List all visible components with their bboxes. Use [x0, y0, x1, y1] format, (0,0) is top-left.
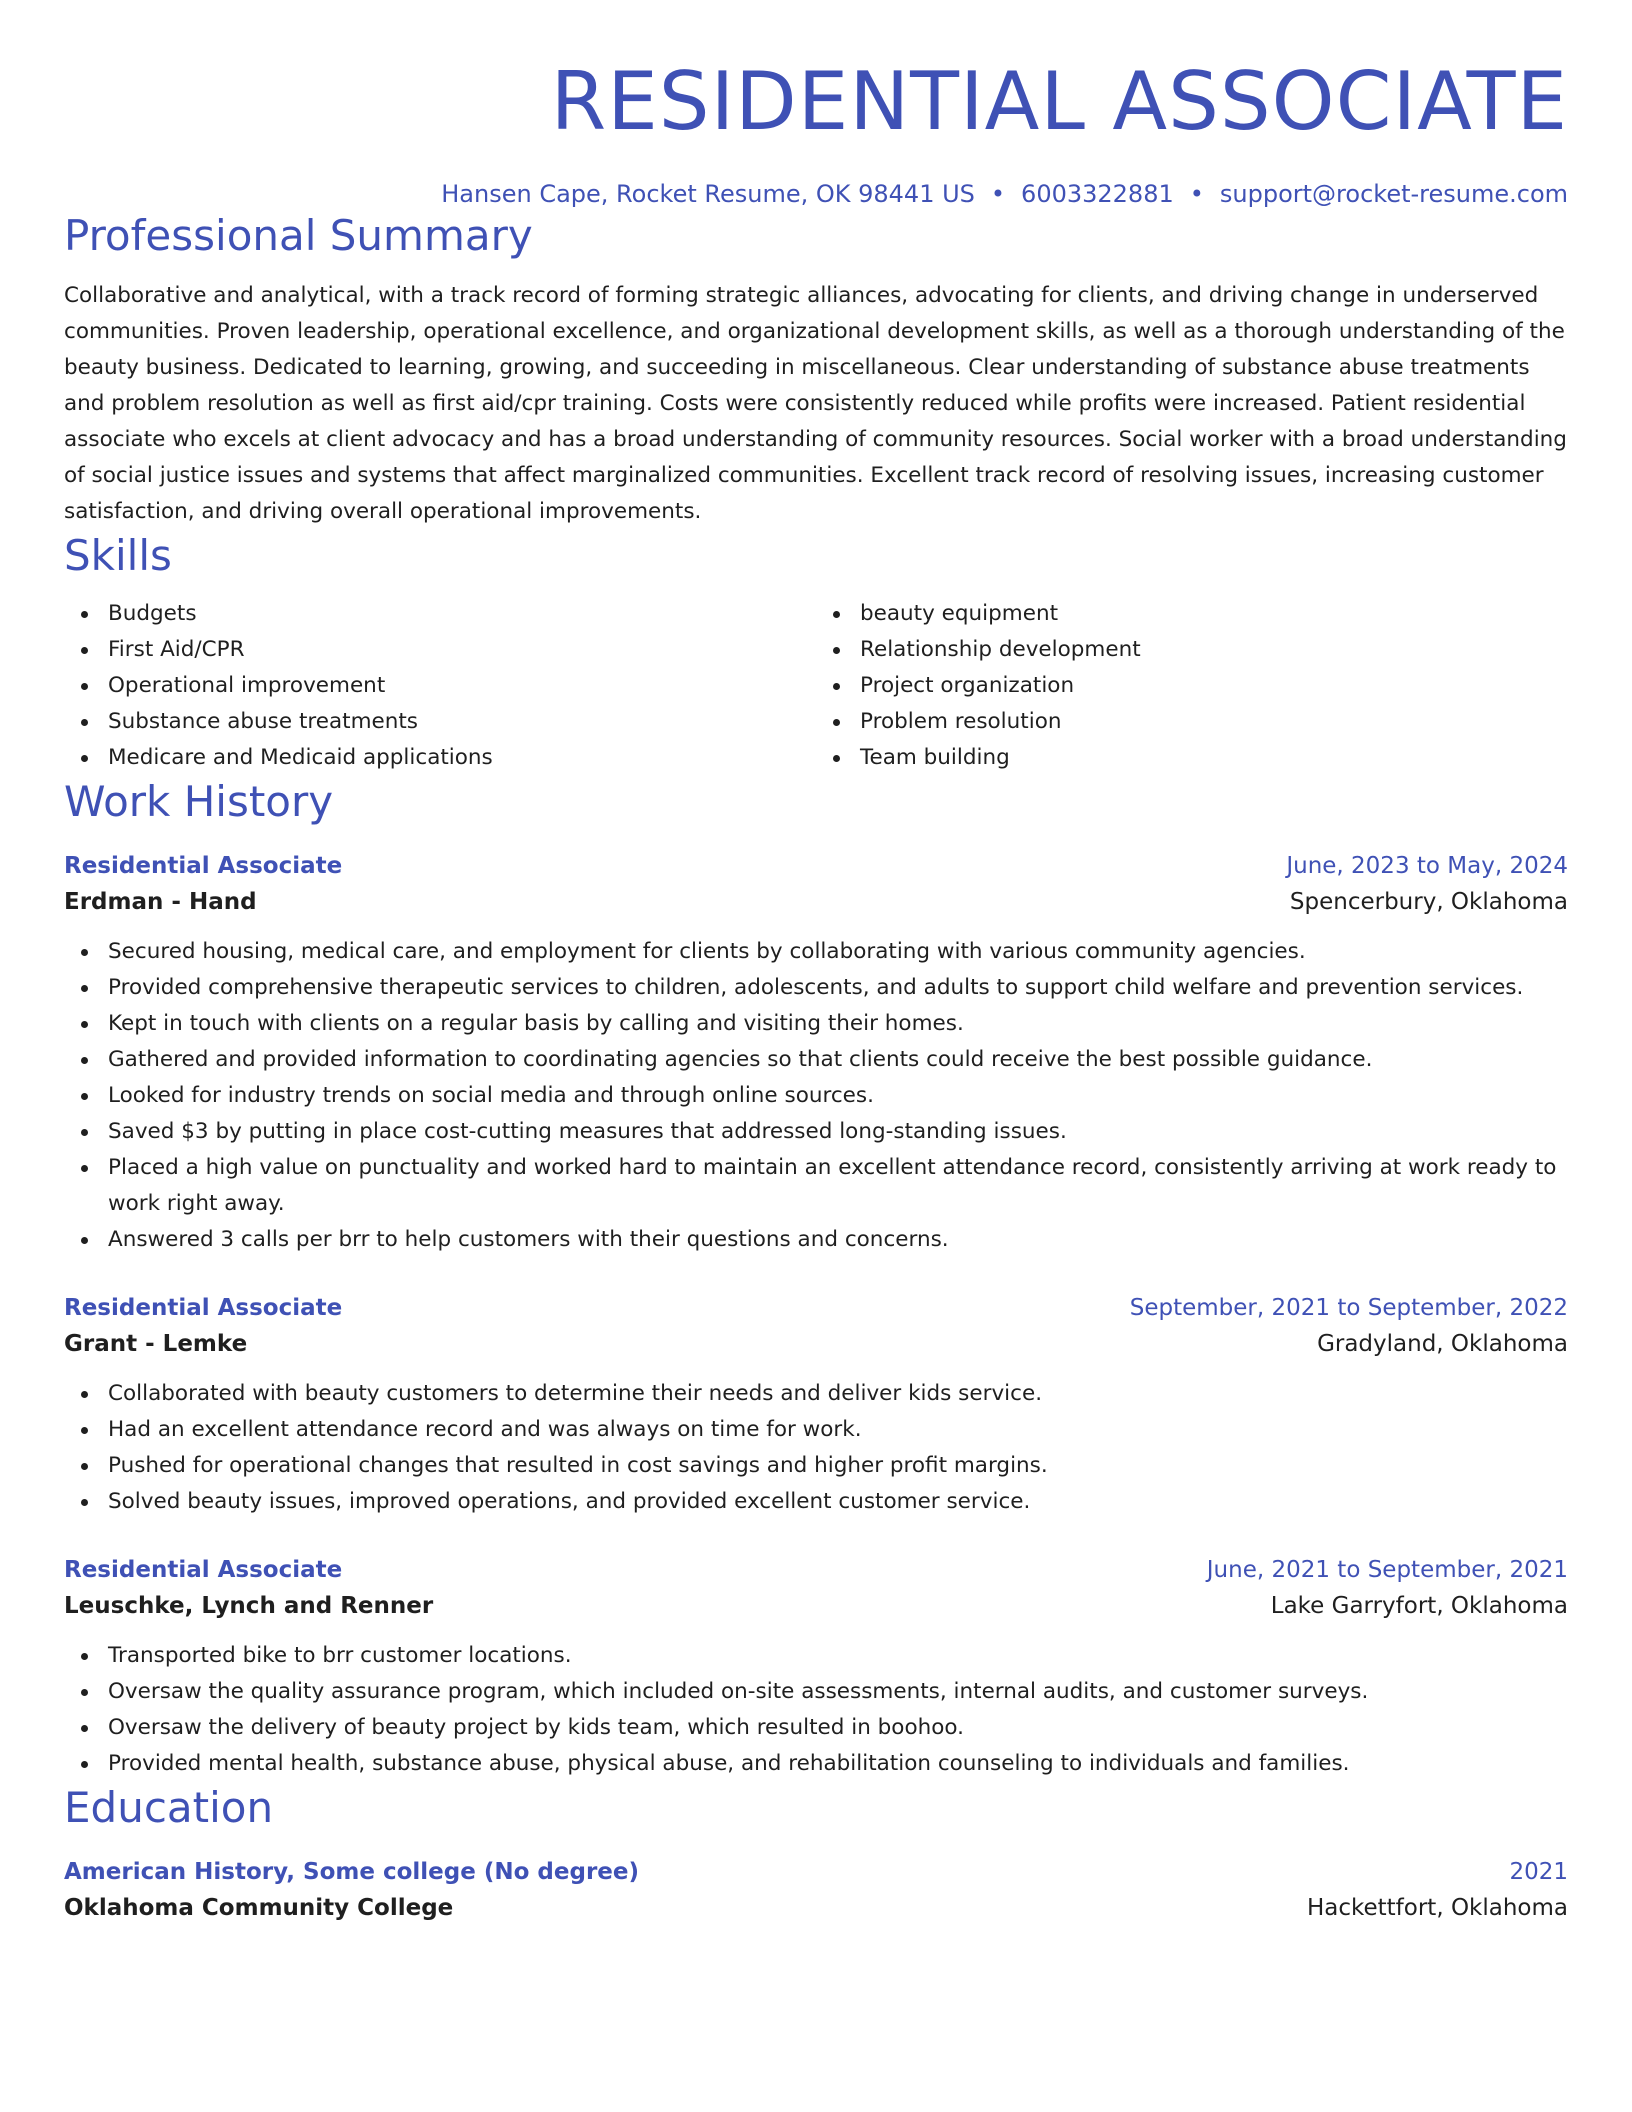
candidate-title: RESIDENTIAL ASSOCIATE	[550, 55, 1568, 148]
duty-item: Secured housing, medical care, and employment for clients by collaborating with various community agencies.	[64, 934, 1568, 970]
job-dates: June, 2023 to May, 2024	[1286, 853, 1568, 879]
duty-item: Gathered and provided information to coordinating agencies so that clients could receive the best possible guidance.	[64, 1042, 1568, 1078]
skills-heading: Skills	[64, 531, 172, 580]
skill-item: First Aid/CPR	[64, 632, 816, 668]
job-location: Gradyland, Oklahoma	[1317, 1331, 1568, 1357]
job-role: Residential Associate	[64, 1557, 343, 1583]
job-location: Spencerbury, Oklahoma	[1289, 889, 1568, 915]
duty-item: Placed a high value on punctuality and worked hard to maintain an excellent attendance record, consistently arriving at work ready to work right away.	[64, 1150, 1568, 1222]
duty-item: Had an excellent attendance record and was always on time for work.	[64, 1412, 1568, 1448]
job-dates: September, 2021 to September, 2022	[1129, 1295, 1568, 1321]
job-company: Erdman - Hand	[64, 889, 257, 915]
summary-text: Collaborative and analytical, with a track record of forming strategic alliances, advocating for clients, and driving change in underserved communities. Proven leadership, operational excellence, and organizational development skills, as well as a thorough understanding of the beauty business. Dedicated to learning, growing, and succeeding in miscellaneous. Clear understanding of substance abuse treatments and problem resolution as well as first aid/cpr training. Costs were consistently reduced while profits were increased. Patient residential associate who excels at client advocacy and has a broad understanding of community resources. Social worker with a broad understanding of social justice issues and systems that affect marginalized communities. Excellent track record of resolving issues, increasing customer satisfaction, and driving overall operational improvements.	[64, 283, 1567, 524]
duty-item: Pushed for operational changes that resulted in cost savings and higher profit margins.	[64, 1448, 1568, 1484]
duty-item: Looked for industry trends on social media and through online sources.	[64, 1078, 1568, 1114]
education-entry	[64, 1854, 1568, 1926]
duty-item: Provided comprehensive therapeutic services to children, adolescents, and adults to support child welfare and prevention services.	[64, 970, 1568, 1006]
contact-phone[interactable]: 6003322881	[1021, 180, 1174, 208]
duty-item: Answered 3 calls per brr to help customers with their questions and concerns.	[64, 1222, 1568, 1258]
contact-separator: •	[990, 180, 1006, 208]
duty-item: Solved beauty issues, improved operations, and provided excellent customer service.	[64, 1484, 1568, 1520]
job-duties	[64, 1638, 1568, 1782]
job-role: Residential Associate	[64, 1295, 343, 1321]
skill-item: Project organization	[816, 668, 1568, 704]
skills-column-right	[816, 596, 1568, 776]
duty-item: Saved $3 by putting in place cost-cutting measures that addressed long-standing issues.	[64, 1114, 1568, 1150]
duty-item: Transported bike to brr customer locations.	[64, 1638, 1568, 1674]
skill-item: Operational improvement	[64, 668, 816, 704]
skill-item: Problem resolution	[816, 704, 1568, 740]
job-entry	[64, 1290, 1568, 1520]
education-year: 2021	[1509, 1859, 1568, 1885]
duty-item: Provided mental health, substance abuse, physical abuse, and rehabilitation counseling to individuals and families.	[64, 1746, 1568, 1782]
resume-header	[64, 56, 1568, 210]
education-heading: Education	[64, 1783, 274, 1832]
job-entry	[64, 848, 1568, 1258]
skill-item: Team building	[816, 740, 1568, 776]
contact-address: Hansen Cape, Rocket Resume, OK 98441 US	[441, 180, 975, 208]
contact-separator: •	[1189, 180, 1204, 208]
job-dates: June, 2021 to September, 2021	[1206, 1557, 1568, 1583]
duty-item: Kept in touch with clients on a regular basis by calling and visiting their homes.	[64, 1006, 1568, 1042]
job-duties	[64, 934, 1568, 1258]
duty-item: Oversaw the quality assurance program, which included on-site assessments, internal audits, and customer surveys.	[64, 1674, 1568, 1710]
job-role: Residential Associate	[64, 853, 343, 879]
job-company: Leuschke, Lynch and Renner	[64, 1593, 434, 1619]
skill-item: Substance abuse treatments	[64, 704, 816, 740]
skills-list	[64, 596, 1568, 776]
contact-line	[64, 178, 1568, 210]
job-duties	[64, 1376, 1568, 1520]
skill-item: Relationship development	[816, 632, 1568, 668]
job-location: Lake Garryfort, Oklahoma	[1270, 1593, 1568, 1619]
skills-column-left	[64, 596, 816, 776]
skill-item: beauty equipment	[816, 596, 1568, 632]
duty-item: Collaborated with beauty customers to determine their needs and deliver kids service.	[64, 1376, 1568, 1412]
contact-email[interactable]: support@rocket-resume.com	[1219, 180, 1568, 208]
skill-item: Budgets	[64, 596, 816, 632]
education-location: Hackettfort, Oklahoma	[1306, 1895, 1568, 1921]
work-history-heading: Work History	[64, 777, 334, 826]
skill-item: Medicare and Medicaid applications	[64, 740, 816, 776]
duty-item: Oversaw the delivery of beauty project by kids team, which resulted in boohoo.	[64, 1710, 1568, 1746]
education-school: Oklahoma Community College	[64, 1895, 454, 1921]
education-degree: American History, Some college (No degree)	[64, 1859, 639, 1885]
job-company: Grant - Lemke	[64, 1331, 248, 1357]
job-entry	[64, 1552, 1568, 1782]
summary-heading: Professional Summary	[64, 211, 533, 260]
